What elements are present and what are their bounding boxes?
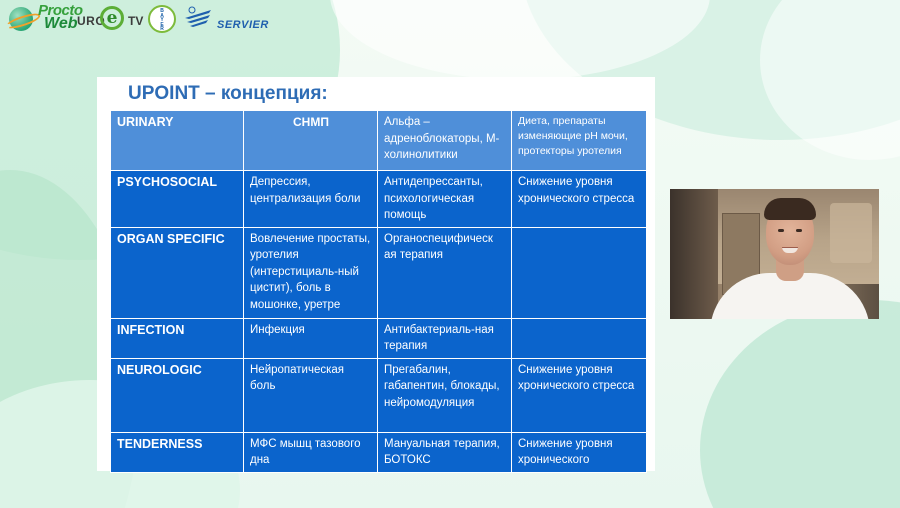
table-header-row [111,111,647,171]
table-cell: PSYCHOSOCIAL [111,171,244,228]
urotv-logo-suffix: TV [128,14,144,28]
table-cell: Антидепрессанты, психологическая помощь [378,171,512,228]
table-cell: TENDERNESS [111,432,244,472]
bayer-logo: B A Y E R [148,5,176,33]
table-cell: Антибактериаль-ная терапия [378,318,512,358]
urotv-e-icon: e [100,6,124,30]
table-cell: Инфекция [244,318,378,358]
table-cell: Прегабалин, габапентин, блокады, нейромодуляция [378,358,512,432]
table-cell: Снижение уровня хронического стресса [512,171,647,228]
speaker-video [670,189,879,319]
servier-bird-icon [183,4,213,30]
sponsor-logos [0,0,900,44]
proctoweb-globe-icon [9,7,33,31]
table-cell: NEUROLOGIC [111,358,244,432]
table-cell: Снижение уровня хронического [512,432,647,472]
urotv-logo-prefix: URO [77,14,106,28]
table-row [111,171,647,228]
slide-title: UPOINT – концепция: [128,83,328,104]
table-row [111,318,647,358]
table-cell: INFECTION [111,318,244,358]
table-cell: Депрессия, централизация боли [244,171,378,228]
presentation-slide [97,77,655,471]
servier-logo: SERVIER [217,19,269,31]
table-row [111,358,647,432]
table-cell: ORGAN SPECIFIC [111,227,244,318]
table-cell: Снижение уровня хронического стресса [512,358,647,432]
table-cell: СНМП [244,111,378,171]
table-cell: МФС мышц тазового дна [244,432,378,472]
table-cell: Диета, препараты изменяющие pH мочи, протекторы уротелия [512,111,647,171]
table-cell: URINARY [111,111,244,171]
upoint-table [110,110,647,473]
table-cell [512,318,647,358]
table-row [111,227,647,318]
table-cell [512,227,647,318]
table-cell: Нейропатическая боль [244,358,378,432]
table-cell: Органоспецифическ ая терапия [378,227,512,318]
table-cell: Альфа – адреноблокаторы, М-холинолитики [378,111,512,171]
table-cell: Мануальная терапия, БОТОКС [378,432,512,472]
table-row [111,432,647,472]
proctoweb-logo: Procto Web [38,2,83,32]
table-cell: Вовлечение простаты, уротелия (интерстициаль-ный цистит), боль в мошонке, уретре [244,227,378,318]
